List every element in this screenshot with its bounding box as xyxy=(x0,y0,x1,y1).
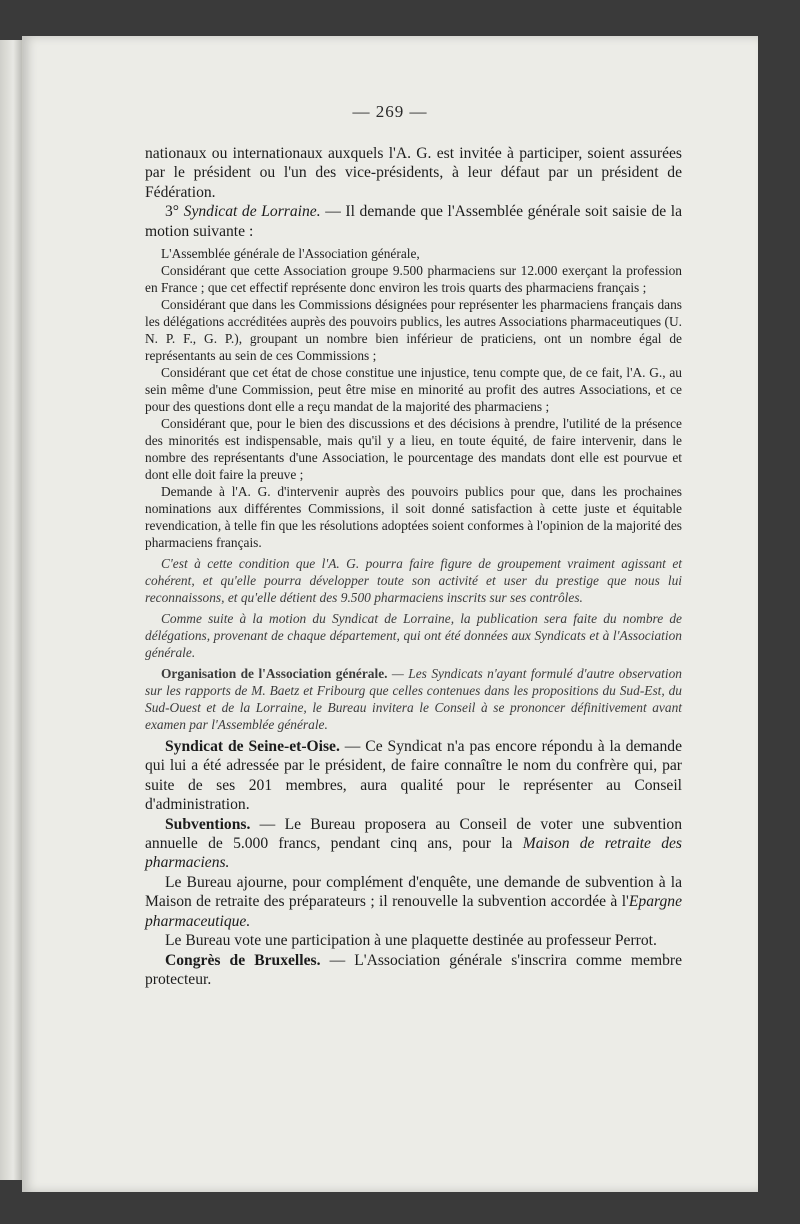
page-body xyxy=(145,144,682,989)
motion-line: Considérant que, pour le bien des discussions et des décisions à prendre, l'utilité de la présence des minorités est indispensable, mais qu'il y a lieu, en toute équité, de faire intervenir, dans le nombre des représentants d'une Association, le pourcentage des mandats dont elle est pourvue et dont elle doit faire la preuve ; xyxy=(145,416,682,483)
paragraph-plaquette: Le Bureau vote une participation à une plaquette destinée au professeur Perrot. xyxy=(165,932,657,950)
organisation-title: Organisation de l'Association générale. xyxy=(161,666,388,682)
section-subventions xyxy=(145,815,682,873)
motion-conclusion: C'est à cette condition que l'A. G. pourra faire figure de groupement vraiment agissant et cohérent, et qu'elle pourra développer toute son activité et user du prestige que nous lui reconnaissons, et qu'elle détient des 9.500 pharmaciens inscrits sur ses contrôles. xyxy=(145,556,682,606)
ajourne-body: Le Bureau ajourne, pour complément d'enquête, une demande de subvention à la Maison de retraite des préparateurs ; il renouvelle la subvention accordée à l' xyxy=(145,873,682,911)
lorraine-title: Syndicat de Lorraine. xyxy=(183,203,321,221)
book-page xyxy=(22,36,758,1192)
seine-et-oise-body: — Ce Syndicat n'a pas encore répondu à la demande qui lui a été adressée par le président, de faire connaître le nom du confrère qui, par suite de ses 201 membres, aura qualité pour le représenter au Conseil d'administration. xyxy=(145,738,682,814)
motion-line: Demande à l'A. G. d'intervenir auprès des pouvoirs publics pour que, dans les prochaines nominations aux différentes Commissions, il soit donné satisfaction à cette juste et équitable revendication, à telle fin que les résolutions adoptées soient conformes à l'opinion de la majorité des pharmaciens français. xyxy=(145,484,682,551)
organisation-body: — Les Syndicats n'ayant formulé d'autre observation sur les rapports de M. Baetz et Fribourg que celles contenues dans les propositions du Sud-Est, du Sud-Ouest et de la Lorraine, le Bureau invitera le Conseil à se prononcer définitivement avant examen par l'Assemblée générale. xyxy=(145,666,682,733)
motion-line: L'Assemblée générale de l'Association générale, xyxy=(161,246,420,262)
section-congres xyxy=(145,951,682,990)
motion-followup: Comme suite à la motion du Syndicat de Lorraine, la publication sera faite du nombre de délégations, provenant de chaque département, qui ont été données aux Syndicats et à l'Association générale. xyxy=(145,611,682,661)
item-number: 3° xyxy=(165,203,184,221)
congres-title: Congrès de Bruxelles. xyxy=(165,951,321,969)
section-organisation xyxy=(145,665,682,733)
page-number: — 269 — xyxy=(352,102,428,121)
left-page-edge xyxy=(0,40,22,1180)
paragraph-continuation: nationaux ou internationaux auxquels l'A. G. est invitée à participer, soient assurées par le président ou l'un des vice-présidents, à leur défaut par un président de Fédération. xyxy=(145,145,682,201)
paragraph-ajourne xyxy=(145,873,682,931)
seine-et-oise-title: Syndicat de Seine-et-Oise. xyxy=(165,738,340,756)
motion-line: Considérant que dans les Commissions désignées pour représenter les pharmaciens français dans les délégations accréditées auprès des pouvoirs publics, les autres Associations pharmaceutiques (U. N. P. F., G. P.), groupant un nombre bien inférieur de praticiens, ont un nombre égal de représentants au sein de ces Commissions ; xyxy=(145,297,682,364)
subventions-body: — Le Bureau proposera au Conseil de voter une subvention annuelle de 5.000 francs, pendant cinq ans, pour la xyxy=(145,815,682,853)
motion-line: Considérant que cet état de chose constitue une injustice, tenu compte que, de ce fait, l'A. G., au sein même d'une Commission, peut être mise en minorité au profit des autres Associations, et ce pour des questions dont elle a reçu mandat de la majorité des pharmaciens ; xyxy=(145,365,682,415)
subventions-title: Subventions. xyxy=(165,815,251,833)
subventions-italic: Maison de retraite des pharmaciens. xyxy=(145,835,682,872)
motion-line: Considérant que cette Association groupe 9.500 pharmaciens sur 12.000 exerçant la profession en France ; que cet effectif représente donc environ les trois quarts des pharmaciens français ; xyxy=(145,263,682,296)
section-seine-et-oise xyxy=(145,737,682,815)
ajourne-italic: Epargne pharmaceutique. xyxy=(145,893,682,930)
congres-body: — L'Association générale s'inscrira comme membre protecteur. xyxy=(145,951,682,988)
paragraph-lorraine xyxy=(145,202,682,241)
lorraine-body: — Il demande que l'Assemblée générale soit saisie de la motion suivante : xyxy=(145,203,683,240)
